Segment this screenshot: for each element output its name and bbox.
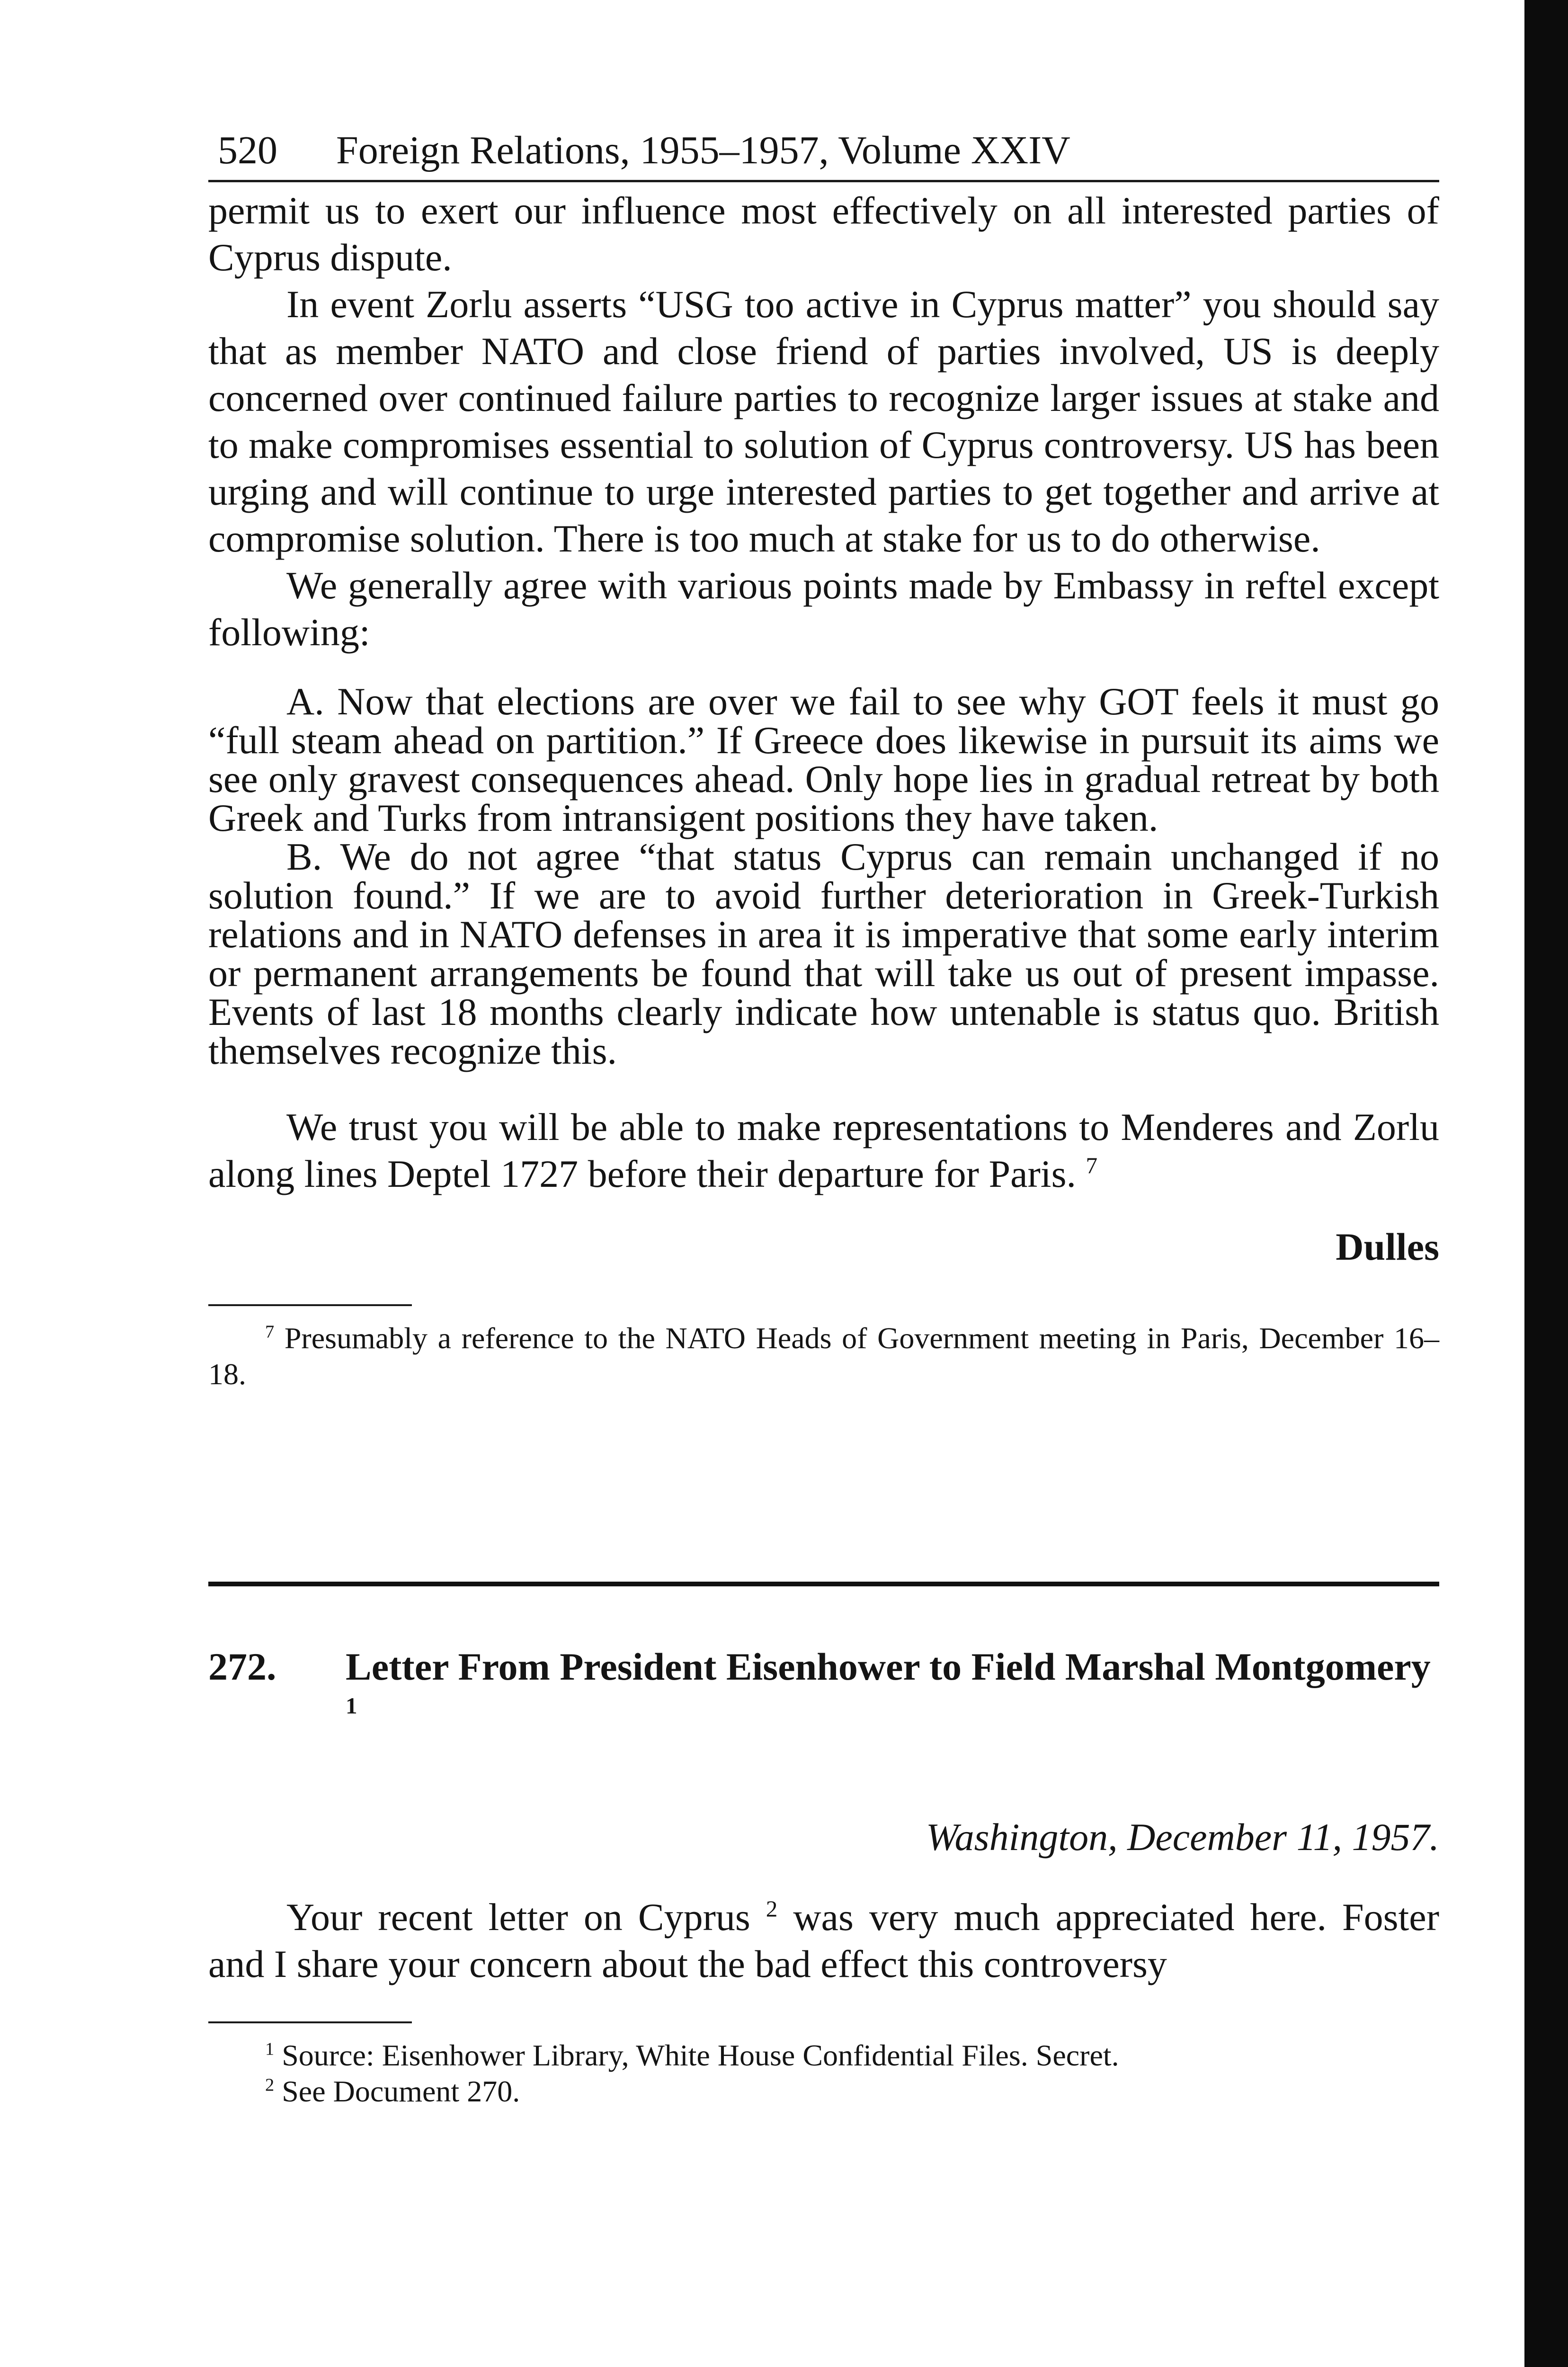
- footnote-rule: [208, 2021, 412, 2023]
- footnote-text: See Document 270.: [282, 2074, 520, 2108]
- running-head: [208, 118, 1439, 182]
- letter-text-start: Your recent letter on Cyprus: [286, 1895, 750, 1939]
- footnote-mark: 7: [265, 1322, 275, 1342]
- letter-text-rest: was very much appreciated here. Foster and I share your concern about the bad effect this controversy: [208, 1895, 1440, 1985]
- document-heading: [208, 1643, 1439, 1743]
- volume-title: Foreign Relations, 1955–1957, Volume XXIV: [336, 128, 1070, 172]
- paragraph-zorlu: In event Zorlu asserts “USG too active in Cyprus matter” you should say that as member NATO and close friend of parties involved, US is deeply concerned over continued failure parties to recognize larger issues at stake and to make compromises essential to solution of Cyprus controversy. US has been urging and will continue to urge interested parties to get together and arrive at compromise solution. There is too much at stake for us to do otherwise.: [208, 283, 1439, 560]
- footnote-mark: 2: [265, 2075, 275, 2095]
- footnote-ref-2: 2: [766, 1895, 778, 1922]
- dateline: Washington, December 11, 1957.: [926, 1815, 1439, 1859]
- scan-page-edge: [1524, 0, 1568, 2367]
- paragraph-closing: [208, 1103, 1439, 1197]
- footnote-7: [208, 1320, 1439, 1392]
- footnote-ref-1: 1: [346, 1692, 357, 1719]
- footnote-rule: [208, 1304, 412, 1306]
- footnote-text: Presumably a reference to the NATO Heads of Government meeting in Paris, December 16–18.: [208, 1321, 1440, 1391]
- footnote-1: [208, 2038, 1439, 2073]
- paragraph-continuation: permit us to exert our influence most effectively on all interested parties of Cyprus dispute.: [208, 189, 1439, 279]
- letter-paragraph: [208, 1894, 1439, 1987]
- document-number: 272.: [208, 1645, 276, 1688]
- footnote-ref-7: 7: [1086, 1152, 1098, 1179]
- paragraph-agree: We generally agree with various points made by Embassy in reftel except following:: [208, 564, 1439, 654]
- point-a: A. Now that elections are over we fail to see why GOT feels it must go “full steam ahead on partition.” If Greece does likewise in pursuit its aims we see only gravest consequences ahead. Only hope lies in gradual retreat by both Greek and Turks from intransigent positions they have taken.: [208, 680, 1439, 839]
- section-divider: [208, 1582, 1439, 1586]
- footnote-text: Source: Eisenhower Library, White House Confidential Files. Secret.: [282, 2038, 1119, 2072]
- point-b: B. We do not agree “that status Cyprus can remain unchanged if no solution found.” If we are to avoid further deterioration in Greek-Turkish relations and in NATO defenses in area it is imperative that some early interim or permanent arrangements be found that will take us out of present impasse. Events of last 18 months clearly indicate how untenable is status quo. British themselves recognize this.: [208, 835, 1439, 1072]
- page-number: 520: [218, 128, 277, 172]
- closing-text: We trust you will be able to make representations to Menderes and Zorlu along lines Deptel 1727 before their departure for Paris.: [208, 1105, 1439, 1195]
- document-title: [346, 1643, 1439, 1738]
- signature: Dulles: [1336, 1225, 1439, 1268]
- footnote-2: [208, 2073, 1439, 2109]
- document-title-text: Letter From President Eisenhower to Field Marshal Montgomery: [346, 1645, 1431, 1688]
- book-page: [208, 118, 1439, 2109]
- footnote-mark: 1: [265, 2039, 275, 2059]
